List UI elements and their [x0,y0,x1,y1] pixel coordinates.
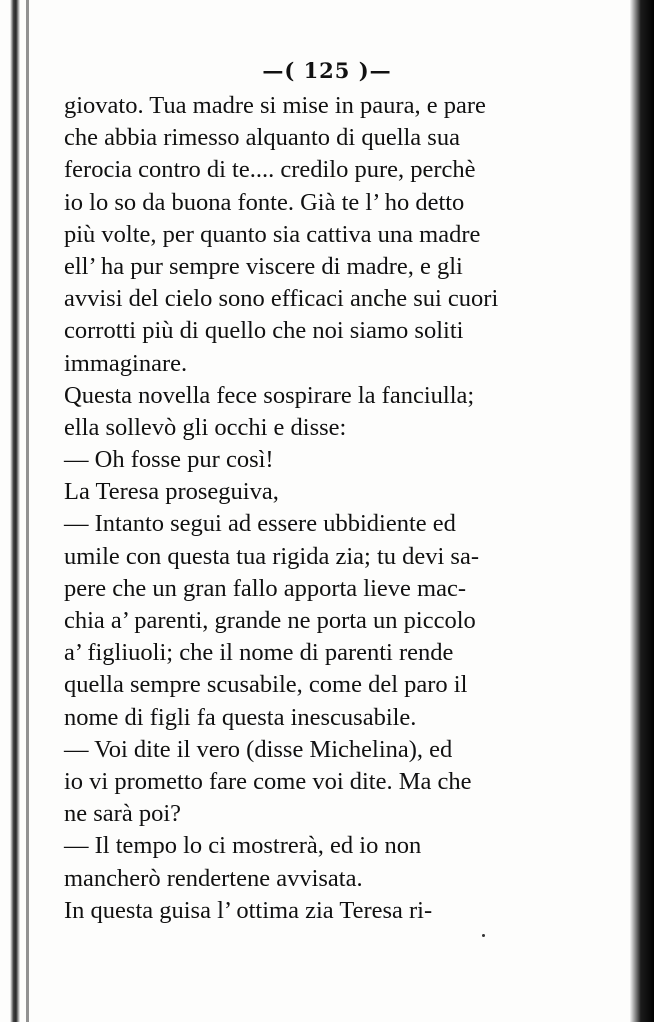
text-line: pere che un gran fallo apporta lieve mac- [64,574,467,602]
text-line: a’ figliuoli; che il nome di parenti rende [64,639,454,667]
text-line: In questa guisa l’ ottima zia Teresa ri- [64,896,433,924]
page-binding-shadow [10,0,20,1022]
text-line: ferocia contro di te.... credilo pure, perchè [64,156,476,184]
ink-speck [482,934,485,937]
text-line: — Il tempo lo ci mostrerà, ed io non [64,832,422,860]
text-line: La Teresa proseguiva, [64,478,279,506]
text-line: Questa novella fece sospirare la fanciulla; [64,381,475,409]
text-line: — Oh fosse pur così! [64,446,274,474]
text-line: umile con questa tua rigida zia; tu devi sa- [64,542,480,570]
text-line: — Intanto segui ad essere ubbidiente ed [64,510,456,538]
text-line: che abbia rimesso alquanto di quella sua [64,124,460,152]
text-line: io lo so da buona fonte. Già te l’ ho detto [64,188,465,216]
text-line: io vi prometto fare come voi dite. Ma che [64,767,472,795]
page-edge-shadow [630,0,654,1022]
text-line: ne sarà poi? [64,800,181,828]
page-number-header: —( 125 )— [262,58,392,83]
text-line: — Voi dite il vero (disse Michelina), ed [64,735,453,763]
text-line: mancherò rendertene avvisata. [64,864,363,892]
text-line: ell’ ha pur sempre viscere di madre, e gli [64,252,463,280]
body-text [64,90,542,927]
text-line: più volte, per quanto sia cattiva una madre [64,220,481,248]
text-line: avvisi del cielo sono efficaci anche sui cuori [64,285,499,313]
text-line: immaginare. [64,349,188,377]
text-line: ella sollevò gli occhi e disse: [64,413,347,441]
text-line: corrotti più di quello che noi siamo soliti [64,317,464,345]
text-line: chia a’ parenti, grande ne porta un piccolo [64,607,476,634]
page-gutter-line [26,0,29,1022]
text-line: giovato. Tua madre si mise in paura, e pare [64,92,486,119]
text-line: nome di figli fa questa inescusabile. [64,703,417,731]
text-line: quella sempre scusabile, come del paro il [64,671,468,699]
